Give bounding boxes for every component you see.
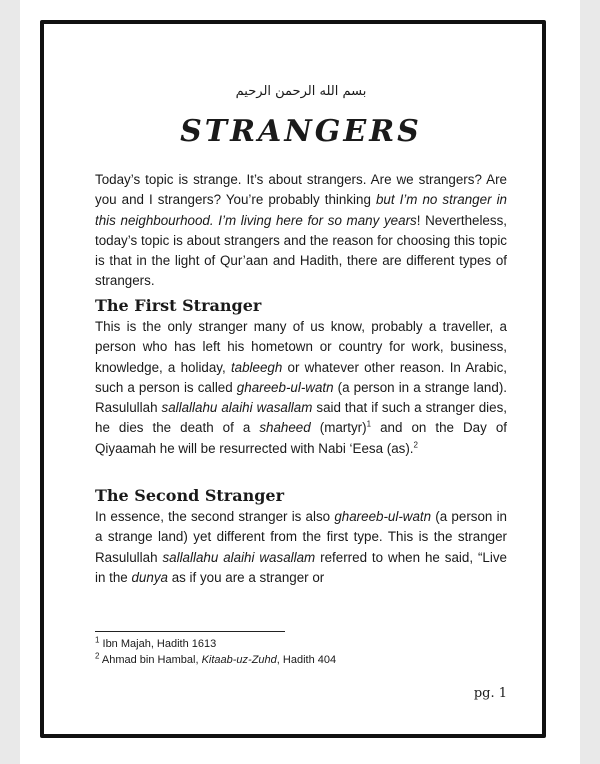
first-stranger-paragraph: This is the only stranger many of us know, probably a traveller, a person who has left his hometown or country for work, business, knowledge, a holiday, tableegh or whatever other reason. In Arabic, such a person is called ghareeb-ul-watn (a person in a strange land). Rasulullah sallallahu alaihi wasallam said that if such a stranger dies, he dies the death of a shaheed (martyr)$^1$ and on the Day of Qiyaamah he will be resurrected with Nabi ‘Eesa (as).$^2$ bbox=[95, 319, 508, 456]
page-title: STRANGERS bbox=[180, 114, 422, 149]
footnote-ref-2: 2 bbox=[413, 440, 418, 450]
second-stranger-heading: The Second Stranger bbox=[95, 486, 284, 505]
intro-paragraph: Today’s topic is strange. It’s about strangers. Are we strangers? Are you and I strangers? You’re probably thinking but I’m no stranger in this neighbourhood. I’m living here for so many years! Nevertheless, today’s topic is about strangers and the reason for choosing this topic is that in the light of Qur’aan and Hadith, there are different types of strangers. bbox=[95, 172, 507, 289]
basmala: بسم الله الرحمن الرحيم bbox=[235, 84, 367, 99]
page-number: pg. 1 bbox=[473, 686, 507, 701]
footnote-1: $^1$ Ibn Majah, Hadith 1613 bbox=[95, 635, 217, 650]
footnote-2: $^2$ Ahmad bin Hambal, Kitaab-uz-Zuhd, Hadith 404 bbox=[95, 651, 337, 666]
page-content bbox=[95, 0, 507, 764]
footnote-ref-1: 1 bbox=[366, 420, 372, 430]
first-stranger-heading: The First Stranger bbox=[95, 296, 262, 315]
footnote-divider bbox=[95, 631, 285, 632]
second-stranger-paragraph: In essence, the second stranger is also ghareeb-ul-watn (a person in a strange land) yet different from the first type. This is the stranger Rasulullah sallallahu alaihi wasallam referred to when he said, “Live in the dunya as if you are a stranger or bbox=[95, 509, 507, 585]
